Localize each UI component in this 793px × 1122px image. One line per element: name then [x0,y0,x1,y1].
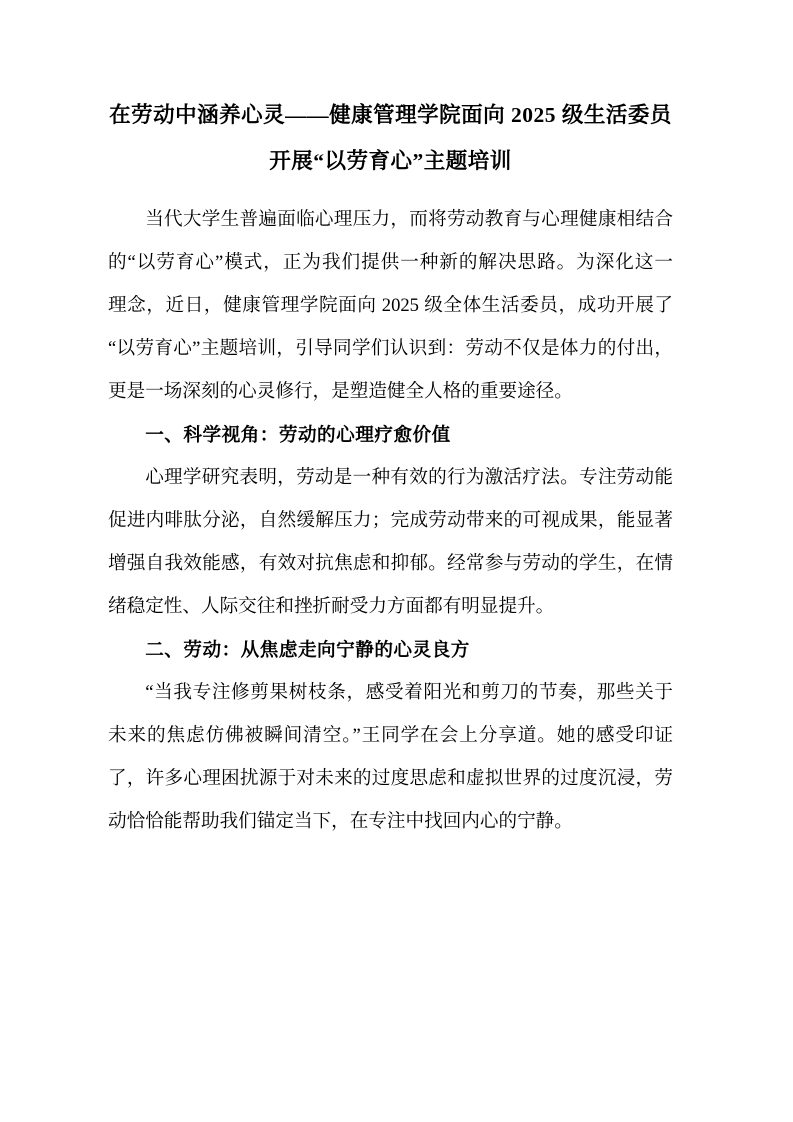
document-title-line-1: 在劳动中涵养心灵——健康管理学院面向 2025 级生活委员 [109,103,672,127]
section-heading-2: 二、劳动：从焦虑走向宁静的心灵良方 [145,639,470,660]
paragraph-line: “以劳育心”主题培训，引导同学们认识到：劳动不仅是体力的付出， [108,338,673,359]
paragraph-line: “当我专注修剪果树枝条，感受着阳光和剪刀的节奏，那些关于 [145,682,673,703]
paragraph-line: 促进内啡肽分泌，自然缓解压力；完成劳动带来的可视成果，能显著 [108,510,673,531]
paragraph-line: 增强自我效能感，有效对抗焦虑和抑郁。经常参与劳动的学生，在情 [108,553,673,574]
paragraph-line: 心理学研究表明，劳动是一种有效的行为激活疗法。专注劳动能 [145,467,673,488]
paragraph-line: 更是一场深刻的心灵修行，是塑造健全人格的重要途径。 [108,381,573,402]
paragraph-line: 了，许多心理困扰源于对未来的过度思虑和虚拟世界的过度沉浸，劳 [108,768,673,789]
paragraph-line: 绪稳定性、人际交往和挫折耐受力方面都有明显提升。 [108,596,555,617]
document-content [108,0,673,843]
paragraph-line: 的“以劳育心”模式，正为我们提供一种新的解决思路。为深化这一 [108,252,673,273]
paragraph-line: 理念，近日，健康管理学院面向 2025 级全体生活委员，成功开展了 [108,295,673,316]
paragraph-line: 动恰恰能帮助我们锚定当下，在专注中找回内心的宁静。 [108,811,573,832]
paragraph-section-1 [108,456,673,628]
paragraph-section-2 [108,671,673,843]
section-heading-1: 一、科学视角：劳动的心理疗愈价值 [145,424,451,445]
paragraph-line: 当代大学生普遍面临心理压力，而将劳动教育与心理健康相结合 [145,209,673,230]
paragraph-line: 未来的焦虑仿佛被瞬间清空。”王同学在会上分享道。她的感受印证 [108,725,673,746]
paragraph-intro [108,198,673,413]
document-title-line-2: 开展“以劳育心”主题培训 [269,149,512,173]
document-title [108,92,673,184]
